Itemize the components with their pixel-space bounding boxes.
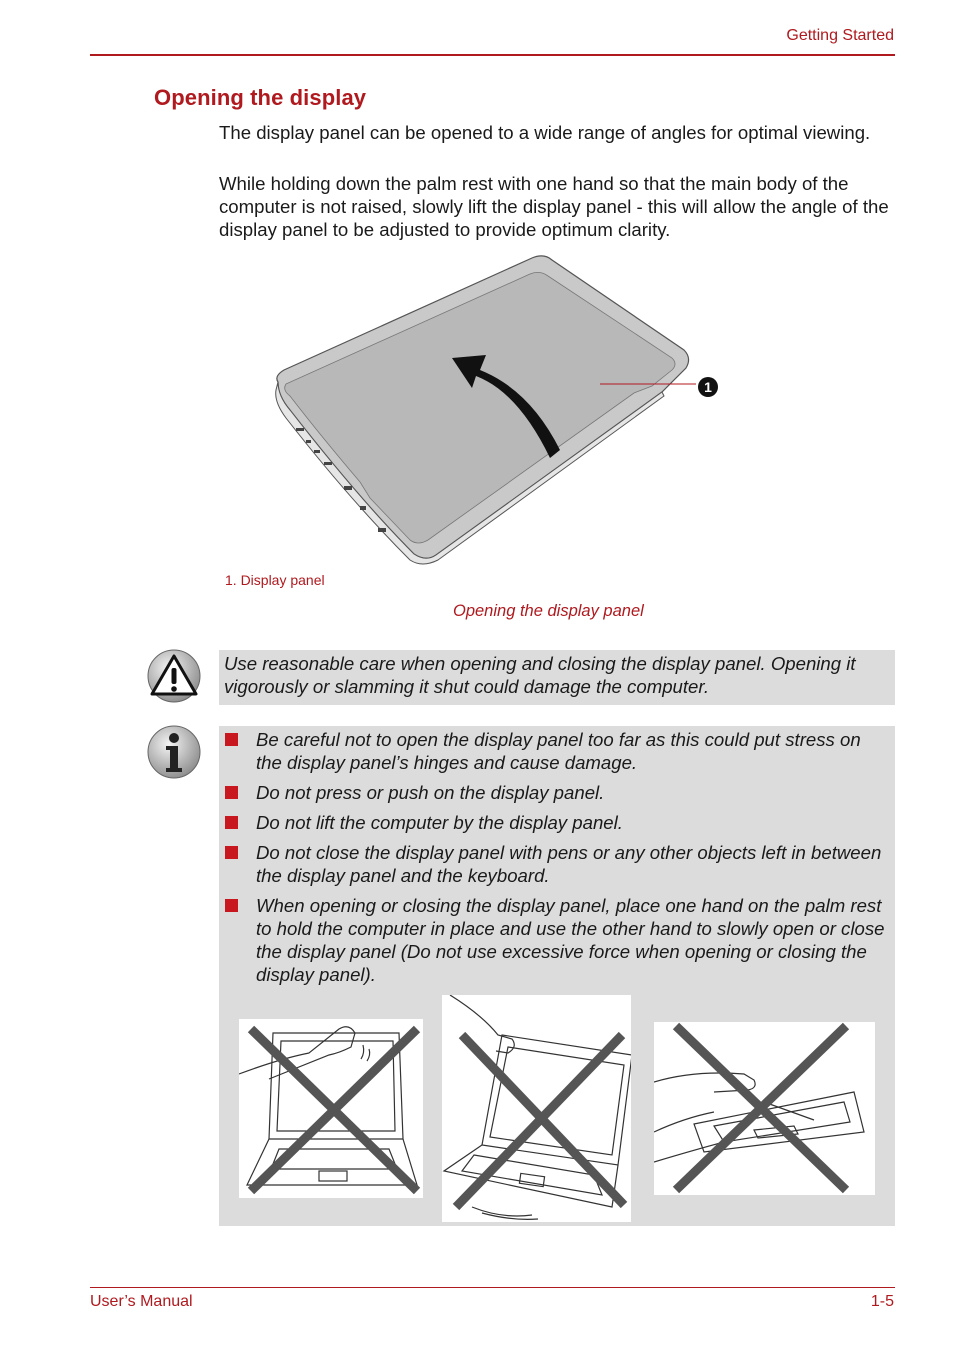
figure-legend: 1. Display panel — [225, 572, 325, 588]
footer-rule — [90, 1287, 895, 1288]
footer-manual-title: User’s Manual — [90, 1293, 193, 1310]
list-item: Do not lift the computer by the display panel. — [219, 811, 886, 834]
list-item: Do not close the display panel with pens or any other objects left in between the display panel and the keyboard. — [219, 841, 886, 887]
header-rule — [90, 54, 895, 56]
page-number: 1-5 — [870, 1293, 894, 1310]
info-bullet-list — [219, 728, 895, 993]
bullet-square-icon — [225, 846, 238, 859]
incorrect-handling-illustration-2 — [442, 995, 631, 1222]
paragraph-1: The display panel can be opened to a wide range of angles for optimal viewing. — [219, 122, 871, 143]
bullet-square-icon — [225, 733, 238, 746]
figure-caption: Opening the display panel — [453, 602, 644, 620]
warning-triangle-icon — [146, 648, 202, 704]
bullet-square-icon — [225, 786, 238, 799]
incorrect-handling-illustration-3 — [654, 1022, 875, 1195]
bullet-square-icon — [225, 899, 238, 912]
bullet-square-icon — [225, 816, 238, 829]
list-item: Do not press or push on the display panel. — [219, 781, 886, 804]
list-item: When opening or closing the display panel, place one hand on the palm rest to hold the computer in place and use the other hand to slowly open or close the display panel (Do not use excessive force when opening or closing the display panel). — [219, 894, 886, 986]
warning-box — [219, 650, 895, 705]
list-item: Be careful not to open the display panel too far as this could put stress on the display panel’s hinges and cause damage. — [219, 728, 886, 774]
callout-number: 1 — [704, 379, 712, 395]
paragraph-2: While holding down the palm rest with one hand so that the main body of the computer is not raised, slowly lift the display panel - this will allow the angle of the display panel to be adjusted to provide optimum clarity. — [219, 173, 889, 240]
laptop-opening-illustration — [260, 250, 740, 570]
info-i-icon — [146, 724, 202, 780]
running-header: Getting Started — [786, 27, 894, 44]
incorrect-handling-illustration-1 — [239, 1019, 423, 1198]
section-heading: Opening the display — [154, 85, 367, 110]
warning-text: Use reasonable care when opening and closing the display panel. Opening it vigorously or slamming it shut could damage the computer. — [224, 653, 856, 697]
